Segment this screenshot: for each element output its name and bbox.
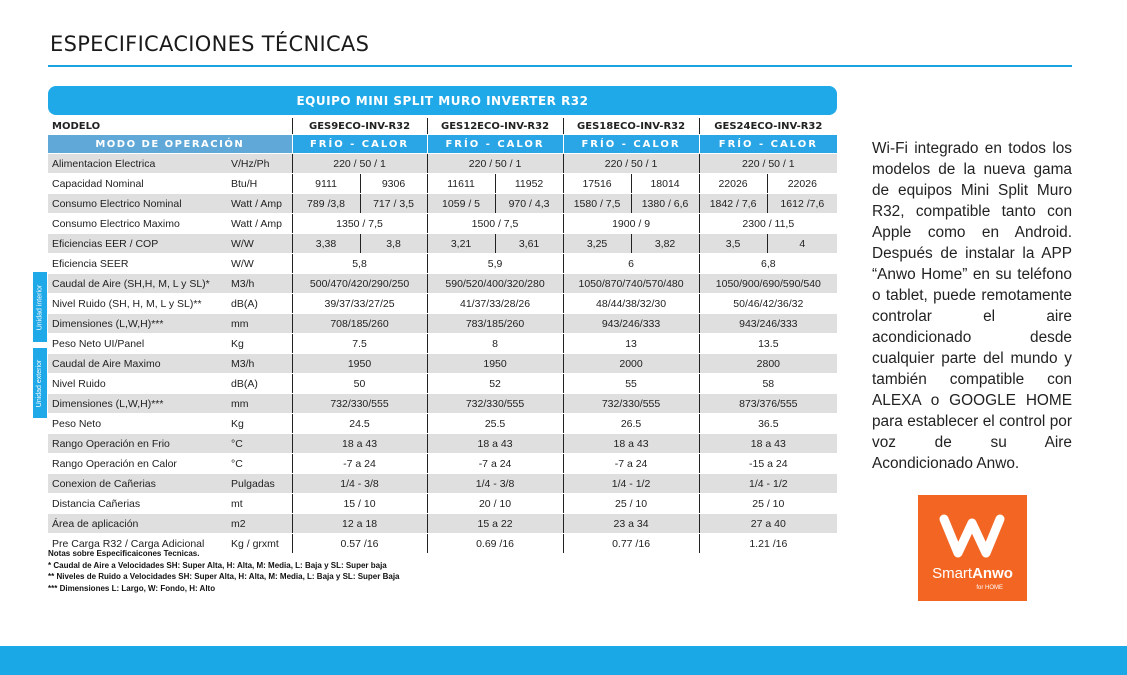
row-label: Área de aplicación <box>48 514 227 534</box>
row-unit: Pulgadas <box>227 474 292 494</box>
model-name: GES9ECO-INV-R32 <box>292 118 427 135</box>
row-unit: Watt / Amp <box>227 214 292 234</box>
cell-value: -7 a 24 <box>563 454 699 474</box>
page-title: ESPECIFICACIONES TÉCNICAS <box>50 32 370 56</box>
cell-heating-value: 1380 / 6,6 <box>631 194 699 214</box>
smart-anwo-logo <box>918 495 1027 601</box>
cell-value: 783/185/260 <box>427 314 563 334</box>
logo-subtitle-text: for HOME <box>976 585 1003 591</box>
cell-value: 1050/900/690/590/540 <box>699 274 837 294</box>
row-label: Pre Carga R32 / Carga Adicional <box>48 534 227 554</box>
cell-value: 220 / 50 / 1 <box>427 154 563 174</box>
cell-value: 1/4 - 3/8 <box>427 474 563 494</box>
cell-value: 1/4 - 1/2 <box>699 474 837 494</box>
table-notes <box>48 548 400 594</box>
table-row <box>48 374 837 394</box>
note-line: *** Dimensiones L: Largo, W: Fondo, H: Alto <box>48 583 216 593</box>
cell-value: 58 <box>699 374 837 394</box>
row-label: Caudal de Aire (SH,H, M, L y SL)* <box>48 274 227 294</box>
cell-heating-value: 1612 /7,6 <box>767 194 837 214</box>
table-row <box>48 214 837 234</box>
cell-value: 1950 <box>427 354 563 374</box>
cell-heating-value: 3,61 <box>495 234 563 254</box>
title-divider <box>48 65 1072 67</box>
cell-value: 13.5 <box>699 334 837 354</box>
cell-heating-value: 18014 <box>631 174 699 194</box>
table-row <box>48 354 837 374</box>
indoor-unit-tab <box>33 272 47 342</box>
note-line: Notas sobre Especificaicones Tecnicas. <box>48 549 200 558</box>
cell-value: 1050/870/740/570/480 <box>563 274 699 294</box>
specifications-table <box>48 118 837 554</box>
cell-heating-value: 3,82 <box>631 234 699 254</box>
cell-heating-value: 22026 <box>767 174 837 194</box>
cell-cooling-value: 3,5 <box>699 234 767 254</box>
cell-value: 1900 / 9 <box>563 214 699 234</box>
cell-value: 732/330/555 <box>563 394 699 414</box>
cell-value: 12 a 18 <box>292 514 427 534</box>
cell-value: 55 <box>563 374 699 394</box>
cell-cooling-value: 789 /3,8 <box>292 194 360 214</box>
cell-cooling-value: 1580 / 7,5 <box>563 194 631 214</box>
cell-value: 18 a 43 <box>563 434 699 454</box>
table-row <box>48 314 837 334</box>
cell-value: -7 a 24 <box>292 454 427 474</box>
cell-value: 1950 <box>292 354 427 374</box>
row-label: Nivel Ruido (SH, H, M, L y SL)** <box>48 294 227 314</box>
cell-value: 220 / 50 / 1 <box>292 154 427 174</box>
cell-value: 27 a 40 <box>699 514 837 534</box>
cell-heating-value: 4 <box>767 234 837 254</box>
cell-value: 1/4 - 1/2 <box>563 474 699 494</box>
cell-value: 708/185/260 <box>292 314 427 334</box>
outdoor-unit-tab <box>33 348 47 418</box>
cell-value: 943/246/333 <box>563 314 699 334</box>
cell-value: 220 / 50 / 1 <box>699 154 837 174</box>
table-row <box>48 194 837 214</box>
cell-value: 18 a 43 <box>699 434 837 454</box>
cell-value: 26.5 <box>563 414 699 434</box>
row-label: Consumo Electrico Maximo <box>48 214 227 234</box>
row-unit: M3/h <box>227 274 292 294</box>
row-unit: Kg <box>227 414 292 434</box>
table-row <box>48 274 837 294</box>
cell-value: 15 / 10 <box>292 494 427 514</box>
cell-value: 36.5 <box>699 414 837 434</box>
cell-value: 25 / 10 <box>699 494 837 514</box>
cell-value: 20 / 10 <box>427 494 563 514</box>
row-unit: mm <box>227 394 292 414</box>
cell-heating-value: 3,8 <box>360 234 427 254</box>
cell-value: 500/470/420/290/250 <box>292 274 427 294</box>
mode-value: FRÍO - CALOR <box>427 135 563 154</box>
row-label: Alimentacion Electrica <box>48 154 227 174</box>
cell-cooling-value: 22026 <box>699 174 767 194</box>
logo-subtitle <box>918 585 1027 591</box>
cell-value: 1350 / 7,5 <box>292 214 427 234</box>
table-row <box>48 434 837 454</box>
row-unit: °C <box>227 434 292 454</box>
row-label: Rango Operación en Frio <box>48 434 227 454</box>
cell-cooling-value: 17516 <box>563 174 631 194</box>
cell-value: 6,8 <box>699 254 837 274</box>
table-row <box>48 154 837 174</box>
cell-value: 6 <box>563 254 699 274</box>
cell-value: 50/46/42/36/32 <box>699 294 837 314</box>
logo-name-bold: Anwo <box>972 565 1013 582</box>
row-unit: mt <box>227 494 292 514</box>
mode-value: FRÍO - CALOR <box>699 135 837 154</box>
row-label: Peso Neto UI/Panel <box>48 334 227 354</box>
note-line: * Caudal de Aire a Velocidades SH: Super Alta, H: Alta, M: Media, L: Baja y SL: Super baja <box>48 560 387 570</box>
table-row <box>48 474 837 494</box>
model-row <box>48 118 837 135</box>
cell-cooling-value: 9111 <box>292 174 360 194</box>
row-label: Rango Operación en Calor <box>48 454 227 474</box>
row-unit: Kg <box>227 334 292 354</box>
cell-value: 39/37/33/27/25 <box>292 294 427 314</box>
model-name: GES18ECO-INV-R32 <box>563 118 699 135</box>
cell-value: 0.57 /16 <box>292 534 427 554</box>
logo-name-light: Smart <box>932 565 973 582</box>
cell-value: 2300 / 11,5 <box>699 214 837 234</box>
row-label: Consumo Electrico Nominal <box>48 194 227 214</box>
row-label: Peso Neto <box>48 414 227 434</box>
row-label: Nivel Ruido <box>48 374 227 394</box>
row-unit: W/W <box>227 234 292 254</box>
cell-value: 48/44/38/32/30 <box>563 294 699 314</box>
table-row <box>48 454 837 474</box>
row-unit: Watt / Amp <box>227 194 292 214</box>
cell-value: 220 / 50 / 1 <box>563 154 699 174</box>
cell-value: 13 <box>563 334 699 354</box>
cell-value: 18 a 43 <box>292 434 427 454</box>
cell-value: 732/330/555 <box>292 394 427 414</box>
cell-value: 7.5 <box>292 334 427 354</box>
row-label: Dimensiones (L,W,H)*** <box>48 314 227 334</box>
cell-value: 41/37/33/28/26 <box>427 294 563 314</box>
cell-value: 25.5 <box>427 414 563 434</box>
cell-heating-value: 717 / 3,5 <box>360 194 427 214</box>
table-title-banner: EQUIPO MINI SPLIT MURO INVERTER R32 <box>48 86 837 115</box>
table-row <box>48 494 837 514</box>
mode-value: FRÍO - CALOR <box>563 135 699 154</box>
table-row <box>48 514 837 534</box>
row-label: Conexion de Cañerias <box>48 474 227 494</box>
cell-value: 52 <box>427 374 563 394</box>
footer-bar <box>0 646 1127 675</box>
table-row <box>48 394 837 414</box>
cell-value: -15 a 24 <box>699 454 837 474</box>
row-unit: dB(A) <box>227 294 292 314</box>
table-row <box>48 234 837 254</box>
logo-wordmark <box>918 565 1027 582</box>
cell-cooling-value: 1059 / 5 <box>427 194 495 214</box>
cell-value: 25 / 10 <box>563 494 699 514</box>
cell-value: 2000 <box>563 354 699 374</box>
row-label: Caudal de Aire Maximo <box>48 354 227 374</box>
mode-label: MODO DE OPERACIÓN <box>48 135 292 154</box>
cell-value: -7 a 24 <box>427 454 563 474</box>
table-row <box>48 294 837 314</box>
cell-value: 24.5 <box>292 414 427 434</box>
row-unit: m2 <box>227 514 292 534</box>
table-row <box>48 414 837 434</box>
row-unit: V/Hz/Ph <box>227 154 292 174</box>
cell-value: 1500 / 7,5 <box>427 214 563 234</box>
model-name: GES12ECO-INV-R32 <box>427 118 563 135</box>
row-unit: dB(A) <box>227 374 292 394</box>
table-row <box>48 174 837 194</box>
cell-value: 15 a 22 <box>427 514 563 534</box>
row-unit: Btu/H <box>227 174 292 194</box>
cell-value: 0.77 /16 <box>563 534 699 554</box>
note-line: ** Niveles de Ruido a Velocidades SH: Super Alta, H: Alta, M: Media, L: Baja y SL: Super Baja <box>48 572 400 581</box>
wifi-description: Wi-Fi integrado en todos los modelos de la nueva gama de equipos Mini Split Muro R32, compatible tanto con Apple como en Android. Después de instalar la APP “Anwo Home” en su teléfono o tablet, puede remotamente controlar el aire acondicionado desde cualquier parte del mundo y también compatible con ALEXA o GOOGLE HOME para establecer el control por voz de su Aire Acondicionado Anwo. <box>872 140 1072 472</box>
cell-value: 5,8 <box>292 254 427 274</box>
table-row <box>48 334 837 354</box>
cell-cooling-value: 3,21 <box>427 234 495 254</box>
mode-value: FRÍO - CALOR <box>292 135 427 154</box>
cell-value: 873/376/555 <box>699 394 837 414</box>
cell-value: 23 a 34 <box>563 514 699 534</box>
row-unit: mm <box>227 314 292 334</box>
cell-value: 1/4 - 3/8 <box>292 474 427 494</box>
model-label: MODELO <box>48 118 292 135</box>
row-label: Capacidad Nominal <box>48 174 227 194</box>
row-label: Distancia Cañerias <box>48 494 227 514</box>
row-unit: Kg / grxmt <box>227 534 292 554</box>
cell-cooling-value: 3,38 <box>292 234 360 254</box>
cell-value: 1.21 /16 <box>699 534 837 554</box>
cell-value: 590/520/400/320/280 <box>427 274 563 294</box>
row-label: Dimensiones (L,W,H)*** <box>48 394 227 414</box>
mode-row <box>48 135 837 154</box>
cell-cooling-value: 11611 <box>427 174 495 194</box>
row-unit: M3/h <box>227 354 292 374</box>
cell-cooling-value: 1842 / 7,6 <box>699 194 767 214</box>
cell-heating-value: 11952 <box>495 174 563 194</box>
row-label: Eficiencia SEER <box>48 254 227 274</box>
cell-value: 8 <box>427 334 563 354</box>
cell-value: 732/330/555 <box>427 394 563 414</box>
cell-heating-value: 9306 <box>360 174 427 194</box>
cell-heating-value: 970 / 4,3 <box>495 194 563 214</box>
cell-value: 5,9 <box>427 254 563 274</box>
cell-value: 943/246/333 <box>699 314 837 334</box>
row-label: Eficiencias EER / COP <box>48 234 227 254</box>
cell-value: 18 a 43 <box>427 434 563 454</box>
cell-value: 50 <box>292 374 427 394</box>
anwo-logo-icon <box>938 505 1008 565</box>
indoor-unit-label: Unidad interior <box>36 284 44 330</box>
table-row <box>48 254 837 274</box>
row-unit: W/W <box>227 254 292 274</box>
cell-value: 0.69 /16 <box>427 534 563 554</box>
cell-value: 2800 <box>699 354 837 374</box>
model-name: GES24ECO-INV-R32 <box>699 118 837 135</box>
cell-cooling-value: 3,25 <box>563 234 631 254</box>
row-unit: °C <box>227 454 292 474</box>
outdoor-unit-label: Unidad exterior <box>36 359 44 407</box>
